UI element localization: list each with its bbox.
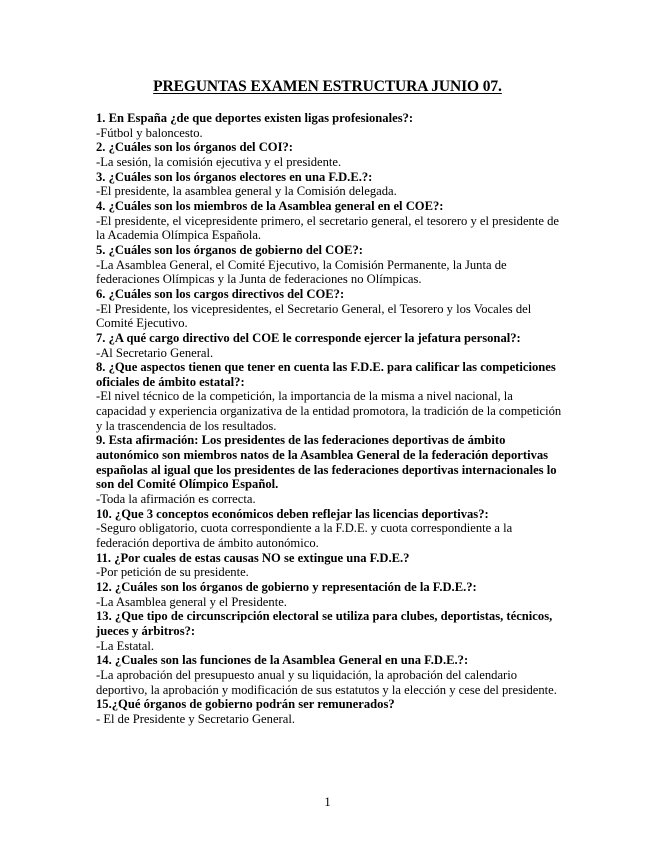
question-13: 13. ¿Que tipo de circunscripción electoral se utiliza para clubes, deportistas, técnicos, jueces y árbitros?: [96,609,553,638]
question-8: 8. ¿Que aspectos tienen que tener en cuenta las F.D.E. para calificar las competiciones oficiales de ámbito estatal?: [96,360,556,389]
question-2: 2. ¿Cuáles son los órganos del COI?: [96,140,293,155]
question-11: 11. ¿Por cuales de estas causas NO se extingue una F.D.E.? [96,550,410,565]
answer-4: -El presidente, el vicepresidente primero, el secretario general, el tesorero y el presidente de la Academia Olímpica Española. [96,213,559,243]
question-3: 3. ¿Cuáles son los órganos electores en una F.D.E.?: [96,169,373,184]
answer-8: -El nivel técnico de la competición, la importancia de la misma a nivel nacional, la capacidad y experiencia organizativa de la entidad promotora, la tradición de la competición y la trascendencia de los resultados. [96,389,562,433]
answer-9: -Toda la afirmación es correcta. [96,492,256,507]
page-number: 1 [324,795,331,809]
answer-1: -Fútbol y baloncesto. [96,125,203,140]
question-15: 15.¿Qué órganos de gobierno podrán ser remunerados? [96,697,395,712]
question-5: 5. ¿Cuáles son los órganos de gobierno del COE?: [96,242,363,257]
answer-15: - El de Presidente y Secretario General. [96,711,295,726]
question-7: 7. ¿A qué cargo directivo del COE le corresponde ejercer la jefatura personal?: [96,330,521,345]
question-14: 14. ¿Cuales son las funciones de la Asamblea General en una F.D.E.?: [96,653,469,668]
document-title [0,78,655,96]
answer-12: -La Asamblea general y el Presidente. [96,594,287,609]
question-list [96,111,566,727]
answer-7: -Al Secretario General. [96,345,214,360]
question-6: 6. ¿Cuáles son los cargos directivos del COE?: [96,286,345,301]
document-title-text: PREGUNTAS EXAMEN ESTRUCTURA JUNIO 07. [153,78,502,95]
question-1: 1. En España ¿de que deportes existen ligas profesionales?: [96,111,414,125]
answer-11: -Por petición de su presidente. [96,565,249,580]
answer-3: -El presidente, la asamblea general y la Comisión delegada. [96,184,397,199]
answer-14: -La aprobación del presupuesto anual y su liquidación, la aprobación del calendario deportivo, la aprobación y modificación de sus estatutos y la elección y cese del presidente. [96,667,557,697]
answer-10: -Seguro obligatorio, cuota correspondiente a la F.D.E. y cuota correspondiente a la federación deportiva de ámbito autonómico. [96,521,513,551]
question-4: 4. ¿Cuáles son los miembros de la Asamblea general en el COE?: [96,198,444,213]
question-12: 12. ¿Cuáles son los órganos de gobierno y representación de la F.D.E.?: [96,580,477,594]
answer-6: -El Presidente, los vicepresidentes, el Secretario General, el Tesorero y los Vocales del Comité Ejecutivo. [96,301,532,331]
answer-2: -La sesión, la comisión ejecutiva y el presidente. [96,154,342,169]
question-9: 9. Esta afirmación: Los presidentes de las federaciones deportivas de ámbito autonómico son miembros natos de la Asamblea General de la federación deportivas españolas al igual que los presidentes de las federaciones deportivas internacionales lo son del Comité Olímpico Español. [96,433,557,492]
answer-13: -La Estatal. [96,638,155,653]
question-10: 10. ¿Que 3 conceptos económicos deben reflejar las licencias deportivas?: [96,506,489,521]
answer-5: -La Asamblea General, el Comité Ejecutivo, la Comisión Permanente, la Junta de federaciones Olímpicas y la Junta de federaciones no Olímpicas. [96,257,507,287]
